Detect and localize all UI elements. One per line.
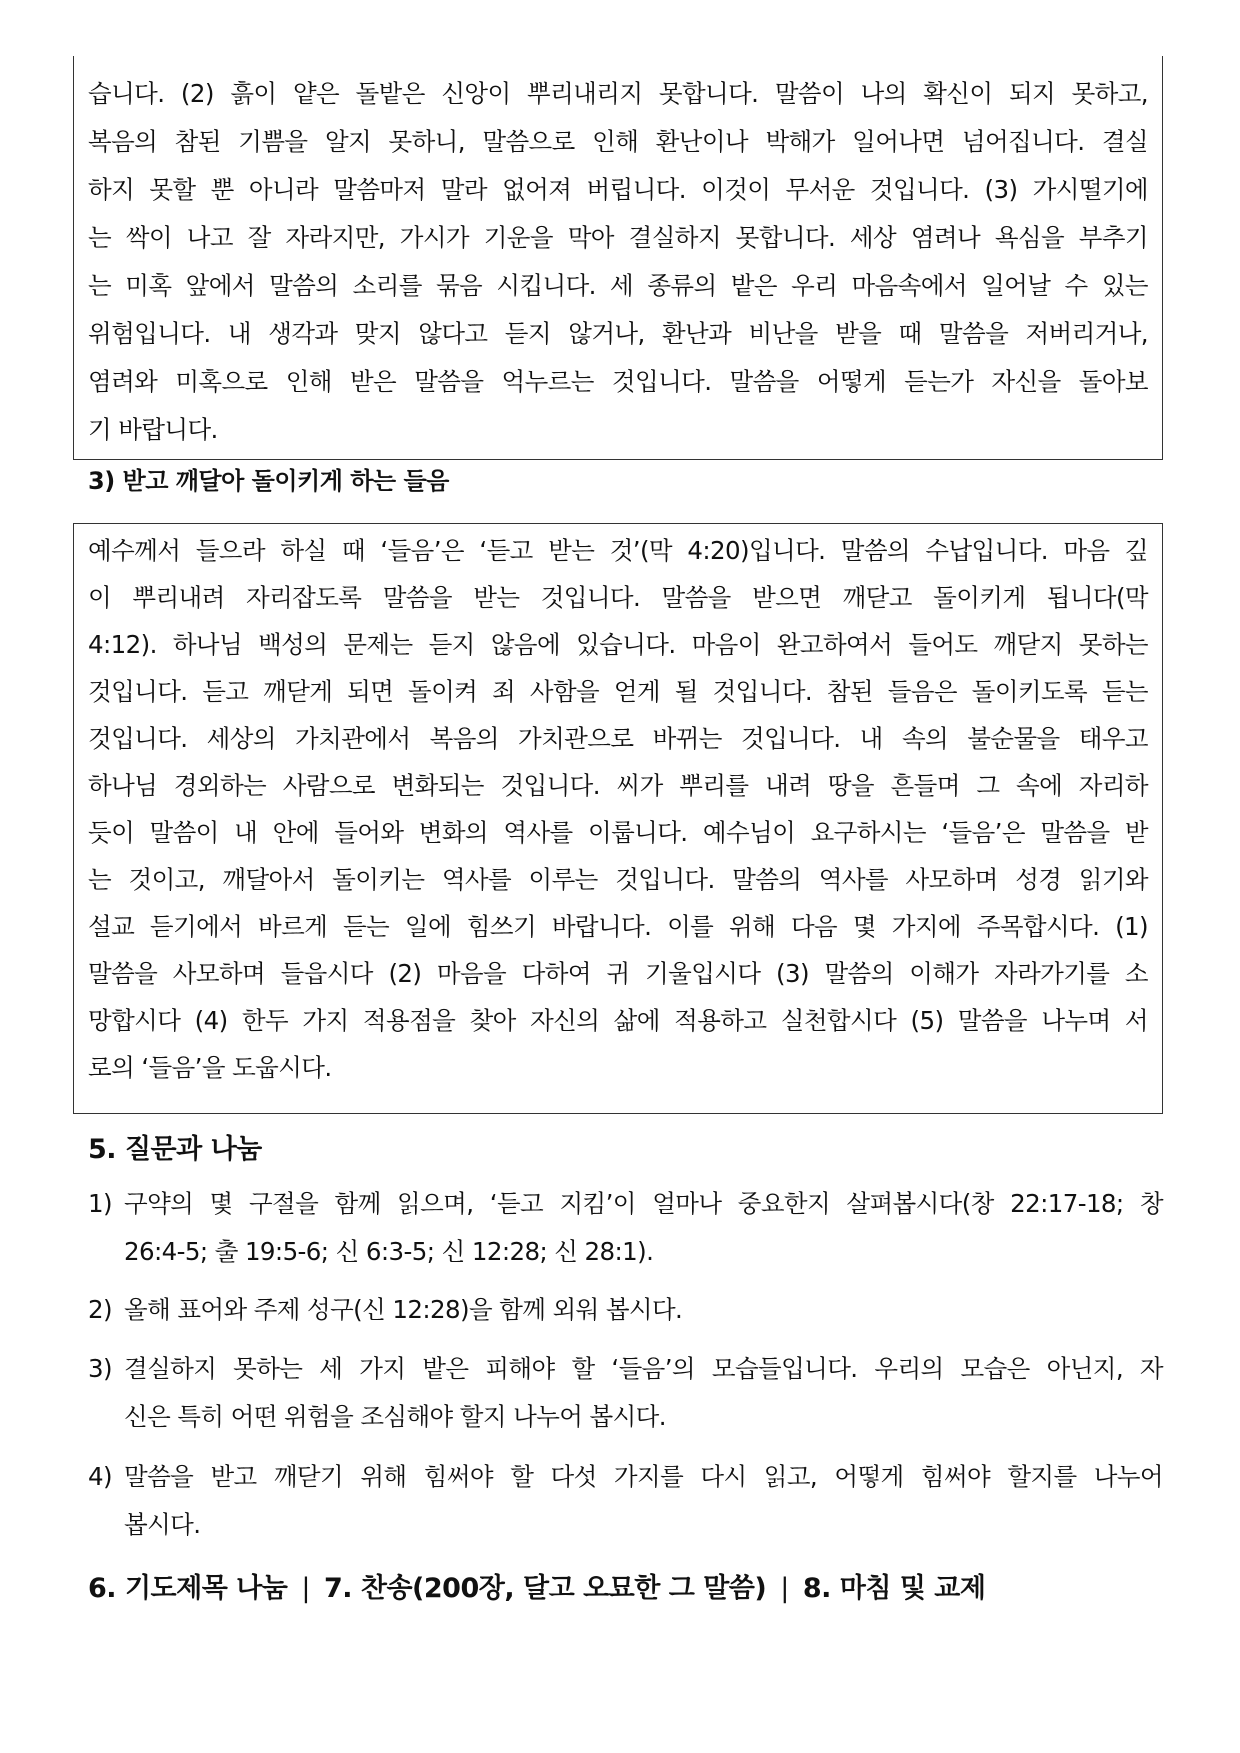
section-5-heading: 5. 질문과 나눔: [88, 1134, 262, 1165]
question-number: 2): [88, 1295, 112, 1324]
box1-line: 하지 못할 뿐 아니라 말씀마저 말라 없어져 버립니다. 이것이 무서운 것입니다. (3) 가시떨기에: [88, 175, 1148, 204]
question-number: 3): [88, 1354, 112, 1383]
box1-line: 기 바랍니다.: [88, 415, 218, 444]
box2-line: 이 뿌리내려 자리잡도록 말씀을 받는 것입니다. 말씀을 받으면 깨닫고 돌이키게 됩니다(막: [88, 583, 1148, 612]
box2-line: 하나님 경외하는 사람으로 변화되는 것입니다. 씨가 뿌리를 내려 땅을 흔들며 그 속에 자리하: [88, 771, 1148, 800]
box2-line: 말씀을 사모하며 들읍시다 (2) 마음을 다하여 귀 기울입시다 (3) 말씀의 이해가 자라가기를 소: [88, 959, 1148, 988]
box2-line: 것입니다. 듣고 깨닫게 되면 돌이켜 죄 사함을 얻게 될 것입니다. 참된 들음은 돌이키도록 듣는: [88, 677, 1148, 706]
separator: |: [780, 1573, 789, 1604]
question-text: 26:4-5; 출 19:5-6; 신 6:3-5; 신 12:28; 신 28:1).: [124, 1237, 654, 1266]
box1-line: 염려와 미혹으로 인해 받은 말씀을 억누르는 것입니다. 말씀을 어떻게 듣는가 자신을 돌아보: [88, 367, 1148, 396]
question-text: 봅시다.: [124, 1510, 201, 1539]
box2-line: 4:12). 하나님 백성의 문제는 듣지 않음에 있습니다. 마음이 완고하여서 들어도 깨닫지 못하는: [88, 630, 1148, 659]
box2-line: 망합시다 (4) 한두 가지 적용점을 찾아 자신의 삶에 적용하고 실천합시다 (5) 말씀을 나누며 서: [88, 1006, 1148, 1035]
box2-line: 로의 ‘들음’을 도웁시다.: [88, 1053, 332, 1082]
box1-line: 습니다. (2) 흙이 얕은 돌밭은 신앙이 뿌리내리지 못합니다. 말씀이 나의 확신이 되지 못하고,: [88, 79, 1148, 108]
section-3-heading: 3) 받고 깨달아 돌이키게 하는 들음: [88, 467, 449, 495]
box2-line: 설교 듣기에서 바르게 듣는 일에 힘쓰기 바랍니다. 이를 위해 다음 몇 가지에 주목합시다. (1): [88, 912, 1148, 941]
separator: |: [301, 1573, 310, 1604]
question-number: 4): [88, 1462, 112, 1491]
box2-line: 듯이 말씀이 내 안에 들어와 변화의 역사를 이룹니다. 예수님이 요구하시는 ‘들음’은 말씀을 받: [88, 818, 1148, 847]
box2-line: 예수께서 들으라 하실 때 ‘들음’은 ‘듣고 받는 것’(막 4:20)입니다. 말씀의 수납입니다. 마음 깊: [88, 536, 1148, 565]
hymn-heading: 7. 찬송(200장, 달고 오묘한 그 말씀): [323, 1573, 767, 1604]
closing-headings: [88, 1567, 985, 1611]
continuation-text-box: [73, 56, 1163, 460]
question-text: 구약의 몇 구절을 함께 읽으며, ‘듣고 지킴’이 얼마나 중요한지 살펴봅시다(창 22:17-18; 창: [124, 1189, 1163, 1218]
closing-fellowship-heading: 8. 마침 및 교제: [802, 1573, 986, 1604]
box2-line: 는 것이고, 깨달아서 돌이키는 역사를 이루는 것입니다. 말씀의 역사를 사모하며 성경 읽기와: [88, 865, 1148, 894]
section-3-text-box: [73, 523, 1163, 1114]
box1-line: 복음의 참된 기쁨을 알지 못하니, 말씀으로 인해 환난이나 박해가 일어나면 넘어집니다. 결실: [88, 127, 1148, 156]
question-text: 결실하지 못하는 세 가지 밭은 피해야 할 ‘들음’의 모습들입니다. 우리의 모습은 아닌지, 자: [124, 1354, 1163, 1383]
question-text: 말씀을 받고 깨닫기 위해 힘써야 할 다섯 가지를 다시 읽고, 어떻게 힘써야 할지를 나누어: [124, 1462, 1163, 1491]
prayer-sharing-heading: 6. 기도제목 나눔: [88, 1573, 288, 1604]
question-text: 신은 특히 어떤 위험을 조심해야 할지 나누어 봅시다.: [124, 1402, 666, 1431]
box1-line: 위험입니다. 내 생각과 맞지 않다고 듣지 않거나, 환난과 비난을 받을 때 말씀을 저버리거나,: [88, 319, 1148, 348]
box1-line: 는 미혹 앞에서 말씀의 소리를 묶음 시킵니다. 세 종류의 밭은 우리 마음속에서 일어날 수 있는: [88, 271, 1148, 300]
question-text: 올해 표어와 주제 성구(신 12:28)을 함께 외워 봅시다.: [124, 1295, 683, 1324]
box2-line: 것입니다. 세상의 가치관에서 복음의 가치관으로 바뀌는 것입니다. 내 속의 불순물을 태우고: [88, 724, 1148, 753]
question-number: 1): [88, 1189, 112, 1218]
box1-line: 는 싹이 나고 잘 자라지만, 가시가 기운을 막아 결실하지 못합니다. 세상 염려나 욕심을 부추기: [88, 223, 1148, 252]
